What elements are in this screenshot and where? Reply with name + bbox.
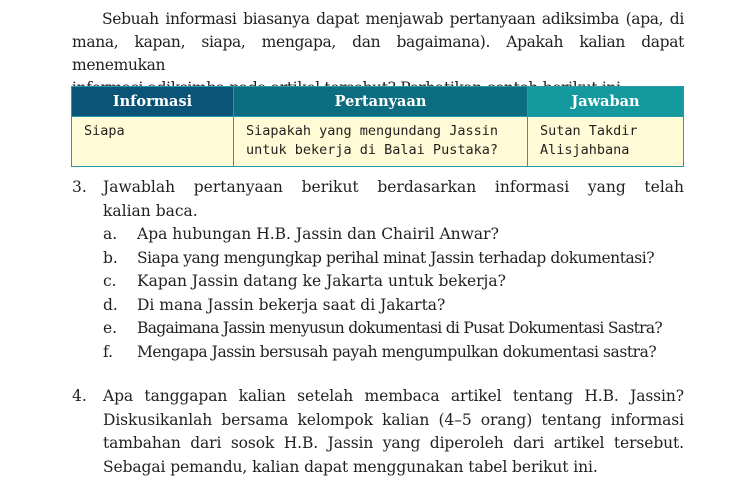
header-pertanyaan: Pertanyaan — [234, 87, 528, 117]
question-3 — [72, 176, 684, 364]
cell-informasi — [72, 117, 234, 167]
list-item — [103, 294, 684, 318]
question-number: 3. — [72, 178, 87, 196]
item-text: Kapan Jassin datang ke Jakarta untuk bekerja? — [137, 272, 506, 290]
item-text: Bagaimana Jassin menyusun dokumentasi di Pusat Dokumentasi Sastra? — [137, 319, 662, 337]
question-text: kalian baca. — [103, 201, 198, 220]
question-4 — [72, 385, 684, 479]
cell-pertanyaan — [234, 117, 528, 167]
intro-line: mana, kapan, siapa, mengapa, dan bagaimana). Apakah kalian dapat menemukan — [72, 33, 684, 74]
item-letter: d. — [103, 295, 118, 314]
question-text: Apa tanggapan kalian setelah membaca artikel tentang H.B. Jassin? — [103, 387, 684, 405]
list-item — [103, 223, 684, 247]
question-text: Sebagai pemandu, kalian dapat menggunakan tabel berikut ini. — [103, 457, 598, 476]
item-text: Apa hubungan H.B. Jassin dan Chairil Anwar? — [137, 225, 499, 243]
cell-text: Siapakah yang mengundang Jassin — [246, 123, 498, 139]
item-text: Siapa yang mengungkap perihal minat Jassin terhadap dokumentasi? — [137, 248, 655, 267]
item-text: Di mana Jassin bekerja saat di Jakarta? — [137, 295, 446, 314]
list-item — [103, 317, 684, 341]
list-item — [103, 270, 684, 294]
table-header-row — [72, 87, 684, 117]
question-text: tambahan dari sosok H.B. Jassin yang diperoleh dari artikel tersebut. — [103, 434, 684, 452]
question-text: Jawablah pertanyaan berikut berdasarkan informasi yang telah — [103, 178, 684, 196]
item-letter: a. — [103, 225, 118, 243]
cell-text: Sutan Takdir — [540, 123, 638, 139]
item-text: Mengapa Jassin bersusah payah mengumpulkan dokumentasi sastra? — [137, 342, 657, 361]
list-item — [103, 341, 684, 365]
item-letter: b. — [103, 248, 118, 267]
question-text: Diskusikanlah bersama kelompok kalian (4–5 orang) tentang informasi — [103, 410, 684, 429]
table-row — [72, 117, 684, 167]
header-informasi: Informasi — [72, 87, 234, 117]
question-number: 4. — [72, 387, 87, 405]
item-letter: c. — [103, 272, 117, 290]
intro-line: Sebuah informasi biasanya dapat menjawab pertanyaan adiksimba (apa, di — [102, 10, 684, 28]
cell-text: untuk bekerja di Balai Pustaka? — [246, 142, 498, 158]
header-jawaban: Jawaban — [528, 87, 684, 117]
cell-jawaban — [528, 117, 684, 167]
list-item — [103, 247, 684, 271]
sub-question-list — [103, 223, 684, 364]
adiksimba-example-table — [71, 86, 684, 167]
cell-text: Alisjahbana — [540, 142, 630, 158]
item-letter: e. — [103, 319, 118, 337]
cell-text: Siapa — [84, 123, 125, 139]
item-letter: f. — [103, 342, 114, 361]
